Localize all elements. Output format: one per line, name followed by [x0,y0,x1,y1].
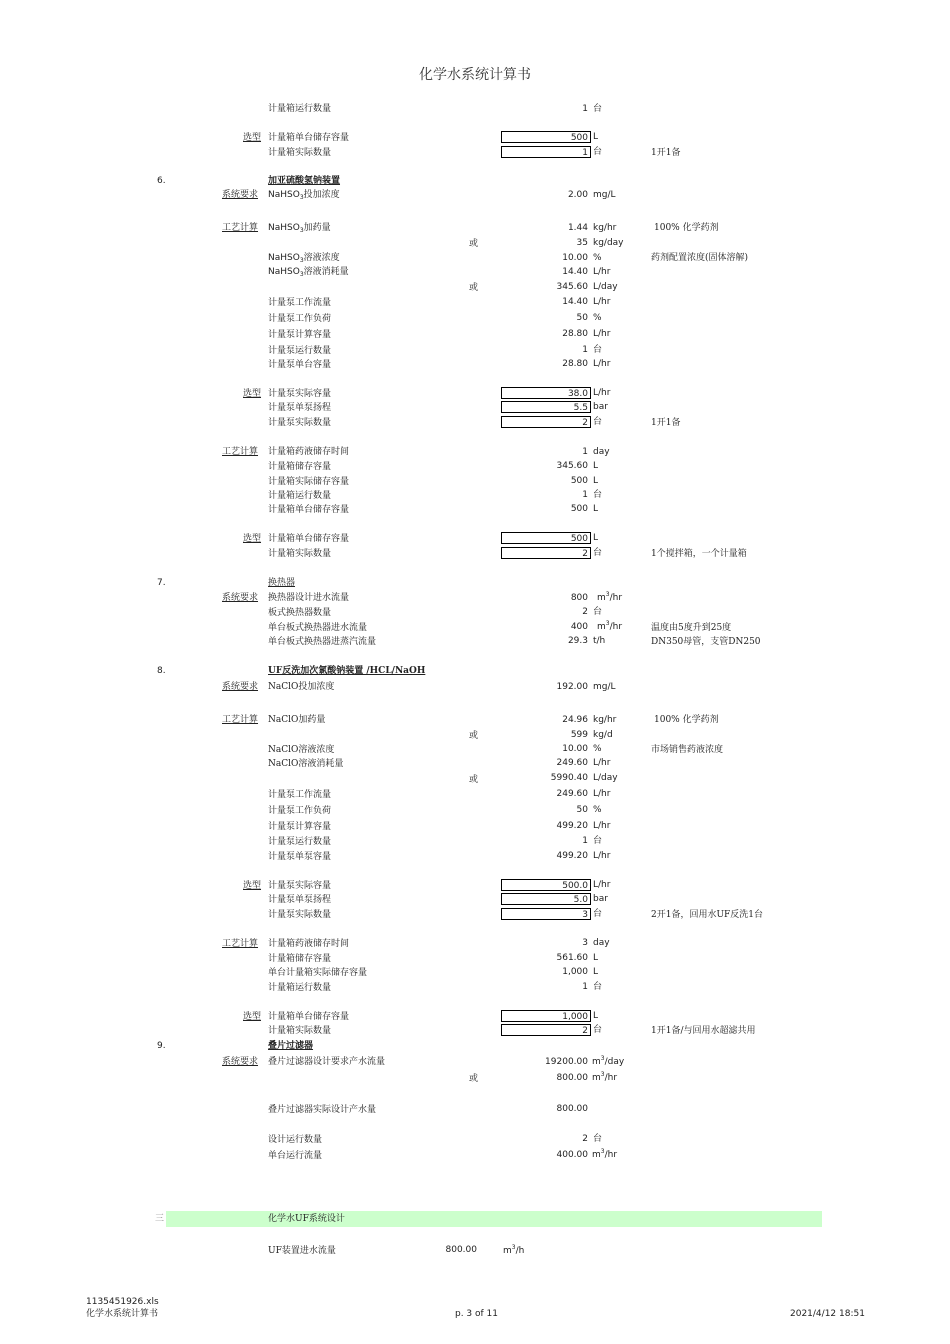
unit: mg/L [593,190,616,200]
unit: $m^3/hr$ [592,1071,618,1083]
process-tag: 工艺计算 [222,939,259,949]
value-store-cap: 561.60 [556,953,588,963]
section-title: UF反洗加次氯酸钠装置 /HCL/NaOH [268,666,426,676]
label-pump-load: 计量泵工作负荷 [268,314,332,324]
section-title: 加亚硫酸氢钠装置 [268,176,341,186]
select-tag: 选型 [243,389,262,399]
label-sel-tank: 计量箱单台储存容量 [268,534,350,544]
label-store-cap: 计量箱储存容量 [268,954,332,964]
label-pump-calc: 计量泵计算容量 [268,330,332,340]
unit: 台 [593,417,603,427]
select-tag: 选型 [243,133,262,143]
label-tank-cap: 计量箱单台储存容量 [268,133,350,143]
unit: L [593,533,599,543]
note: 温度由5度升到25度 [651,623,732,633]
label-pump-qty: 计量泵实际数量 [268,418,332,428]
unit: kg/hr [593,223,617,233]
value-req-hr: 800.00 [556,1073,588,1083]
unit: % [593,313,602,323]
label-pump-flow: 计量泵工作流量 [268,298,332,308]
value-store-cap: 345.60 [556,461,588,471]
label-pump-flow: 计量泵工作流量 [268,790,332,800]
value-feed: 1.44 [567,223,588,233]
section-number: 三 [155,1214,165,1224]
unit: bar [593,894,608,904]
note: 市场销售药液浓度 [651,745,724,755]
label-unit-in: 单台板式换热器进水流量 [268,623,368,633]
unit: 台 [593,1025,603,1035]
note: DN350母管，支管DN250 [651,637,761,647]
label-pump-calc: 计量泵计算容量 [268,822,332,832]
label-store-act: 计量箱实际储存容量 [268,477,350,487]
process-tag: 工艺计算 [222,447,259,457]
select-tag: 选型 [243,881,262,891]
unit: $m^3$/day [592,1055,625,1067]
label-store-cap: 计量箱储存容量 [268,462,332,472]
unit: mg/L [593,682,616,692]
unit: kg/hr [593,715,617,725]
value-uf-in: 800.00 [445,1245,477,1255]
label-uf-in: UF装置进水流量 [268,1246,336,1256]
section-number: 9. [157,1041,166,1051]
unit: 台 [593,982,603,992]
unit: L/hr [593,880,611,890]
value-hx-in: 800 [570,593,588,603]
value-tank-run: 1 [582,490,588,500]
label-tank-run: 计量箱运行数量 [268,491,332,501]
unit: L [593,504,599,514]
value-act-flow: 800.00 [556,1104,588,1114]
or-label: 或 [469,239,479,249]
label-feed: NaHSO$_3$加药量 [268,223,331,234]
label-pump-head: 计量泵单泵扬程 [268,403,332,413]
label-pump-qty: 计量泵实际数量 [268,910,332,920]
label-pump-run: 计量泵运行数量 [268,346,332,356]
value-unit-in: 400 [570,622,588,632]
unit: $m^3/hr$ [597,620,623,632]
input-pump-head[interactable]: 5.5 [501,401,591,413]
label-store-time: 计量箱药液储存时间 [268,447,350,457]
page-title: 化学水系统计算书 [419,67,531,83]
footer-page: p. 3 of 11 [455,1309,499,1319]
unit: L/day [593,773,618,783]
unit: 台 [593,345,603,355]
unit: L/hr [593,267,611,277]
section-number: 6. [157,176,166,186]
unit: kg/d [593,730,613,740]
select-tag: 选型 [243,534,262,544]
value-pump-flow: 14.40 [562,297,588,307]
value-steam: 29.3 [567,636,588,646]
value-pump-unit: 499.20 [556,851,588,861]
unit: L [593,476,599,486]
footer-doc: 化学水系统计算书 [86,1309,159,1319]
label-tank-unit: 计量箱单台储存容量 [268,505,350,515]
select-tag: 选型 [243,1012,262,1022]
unit: % [593,805,602,815]
value-store-act: 1,000 [562,967,588,977]
value-run-qty: 2 [582,1134,588,1144]
label-feed: NaClO加药量 [268,715,326,725]
value-store-act: 500 [570,476,588,486]
sysreq-tag: 系统要求 [222,190,259,200]
section-title: 叠片过滤器 [268,1041,314,1051]
label-cons: NaClO溶液消耗量 [268,759,344,769]
label-pump-head: 计量泵单泵扬程 [268,895,332,905]
label-conc: NaClO溶液浓度 [268,745,335,755]
input-sel-qty[interactable]: 2 [501,1024,591,1036]
label-sel-tank: 计量箱单台储存容量 [268,1012,350,1022]
unit: L [593,967,599,977]
unit: 台 [593,909,603,919]
unit: 台 [593,836,603,846]
label-pump-act: 计量泵实际容量 [268,881,332,891]
footer-datetime: 2021/4/12 18:51 [790,1309,865,1319]
label-cons: NaHSO$_3$溶液消耗量 [268,267,349,278]
label-dose: NaClO投加浓度 [268,682,335,692]
sysreq-tag: 系统要求 [222,593,259,603]
label-pump-act: 计量泵实际容量 [268,389,332,399]
value-conc: 10.00 [562,744,588,754]
label-tank-run-qty: 计量箱运行数量 [268,104,332,114]
label-sel-qty: 计量箱实际数量 [268,549,332,559]
process-tag: 工艺计算 [222,715,259,725]
unit: 台 [593,607,603,617]
value-cons-day: 5990.40 [550,773,588,783]
unit: L [593,1011,599,1021]
value-req-day: 19200.00 [545,1057,588,1067]
or-label: 或 [469,731,479,741]
value-dose: 192.00 [556,682,588,692]
unit: L/hr [593,821,611,831]
value-pump-load: 50 [576,805,588,815]
label-act-flow: 叠片过滤器实际设计产水量 [268,1105,377,1115]
value-pump-calc: 499.20 [556,821,588,831]
input-pump-act[interactable]: 38.0 [501,387,591,399]
section-title: 化学水UF系统设计 [268,1214,345,1224]
unit: 台 [593,548,603,558]
label-run-qty: 设计运行数量 [268,1135,323,1145]
note: 1开1备/与回用水超滤共用 [651,1026,756,1036]
unit: 台 [593,490,603,500]
label-store-act: 单台计量箱实际储存容量 [268,968,368,978]
note: 100% 化学药剂 [654,715,719,725]
value-tank-unit: 500 [570,504,588,514]
input-tank-qty[interactable]: 1 [501,146,591,158]
input-sel-qty[interactable]: 2 [501,547,591,559]
unit: L/hr [593,329,611,339]
label-dose: NaHSO$_3$投加浓度 [268,190,340,201]
value-feed-day: 599 [570,730,588,740]
unit: L [593,132,599,142]
input-pump-qty[interactable]: 2 [501,416,591,428]
section-number: 8. [157,666,166,676]
unit: L/day [593,282,618,292]
label-store-time: 计量箱药液储存时间 [268,939,350,949]
value-conc: 10.00 [562,253,588,263]
label-tank-run: 计量箱运行数量 [268,983,332,993]
unit: day [593,938,610,948]
value-plate-qty: 2 [582,607,588,617]
label-pump-run: 计量泵运行数量 [268,837,332,847]
value-cons-day: 345.60 [556,282,588,292]
note: 1开1备 [651,148,681,158]
section-highlight-band [166,1211,822,1227]
unit: L/hr [593,297,611,307]
unit: $m^3/hr$ [597,591,623,603]
unit: 台 [593,147,603,157]
unit: bar [593,402,608,412]
value-cons: 14.40 [562,267,588,277]
label-pump-load: 计量泵工作负荷 [268,806,332,816]
or-label: 或 [469,775,479,785]
unit: L/hr [593,789,611,799]
value-pump-run: 1 [582,345,588,355]
label-sel-qty: 计量箱实际数量 [268,1026,332,1036]
value-feed: 24.96 [562,715,588,725]
unit: L/hr [593,359,611,369]
value-unit-flow: 400.00 [556,1150,588,1160]
unit: L [593,953,599,963]
label-hx-in: 换热器设计进水流量 [268,593,350,603]
unit: $m^3/h$ [503,1244,525,1256]
value-store-time: 3 [582,938,588,948]
value-cons: 249.60 [556,758,588,768]
unit: L/hr [593,758,611,768]
unit: L [593,461,599,471]
process-tag: 工艺计算 [222,223,259,233]
label-pump-unit: 计量泵单台容量 [268,360,332,370]
input-tank-cap[interactable]: 500 [501,131,591,143]
label-pump-unit: 计量泵单泵容量 [268,852,332,862]
value-pump-run: 1 [582,836,588,846]
note: 100% 化学药剂 [654,223,719,233]
input-sel-tank[interactable]: 500 [501,532,591,544]
value-tank-run: 1 [582,982,588,992]
label-steam: 单台板式换热器进蒸汽流量 [268,637,377,647]
label-plate-qty: 板式换热器数量 [268,608,332,618]
value-feed-day: 35 [576,238,588,248]
unit: 台 [593,1134,603,1144]
unit: L/hr [593,851,611,861]
unit: L/hr [593,388,611,398]
input-pump-qty[interactable]: 3 [501,908,591,920]
footer-file: 1135451926.xls [86,1297,159,1307]
note: 1开1备 [651,418,681,428]
unit: $m^3/hr$ [592,1148,618,1160]
label-unit-flow: 单台运行流量 [268,1151,323,1161]
value-dose: 2.00 [567,190,588,200]
label-req-flow: 叠片过滤器设计要求产水流量 [268,1057,386,1067]
value-store-time: 1 [582,447,588,457]
label-tank-qty: 计量箱实际数量 [268,148,332,158]
unit: t/h [593,636,606,646]
unit: day [593,447,610,457]
value-pump-load: 50 [576,313,588,323]
input-pump-head[interactable]: 5.0 [501,893,591,905]
value-pump-calc: 28.80 [562,329,588,339]
sysreq-tag: 系统要求 [222,1057,259,1067]
sysreq-tag: 系统要求 [222,682,259,692]
input-sel-tank[interactable]: 1,000 [501,1010,591,1022]
or-label: 或 [469,1074,479,1084]
label-conc: NaHSO$_3$溶液浓度 [268,253,340,264]
or-label: 或 [469,283,479,293]
unit: % [593,253,602,263]
note: 2开1备，回用水UF反洗1台 [651,910,764,920]
value-pump-flow: 249.60 [556,789,588,799]
unit: 台 [593,104,603,114]
note: 1个搅拌箱，一个计量箱 [651,549,747,559]
unit: % [593,744,602,754]
unit: kg/day [593,238,624,248]
section-title: 换热器 [268,578,296,588]
value-pump-unit: 28.80 [562,359,588,369]
input-pump-act[interactable]: 500.0 [501,879,591,891]
section-number: 7. [157,578,166,588]
note: 药剂配置浓度(固体溶解) [651,253,749,263]
value-tank-run-qty: 1 [582,104,588,114]
